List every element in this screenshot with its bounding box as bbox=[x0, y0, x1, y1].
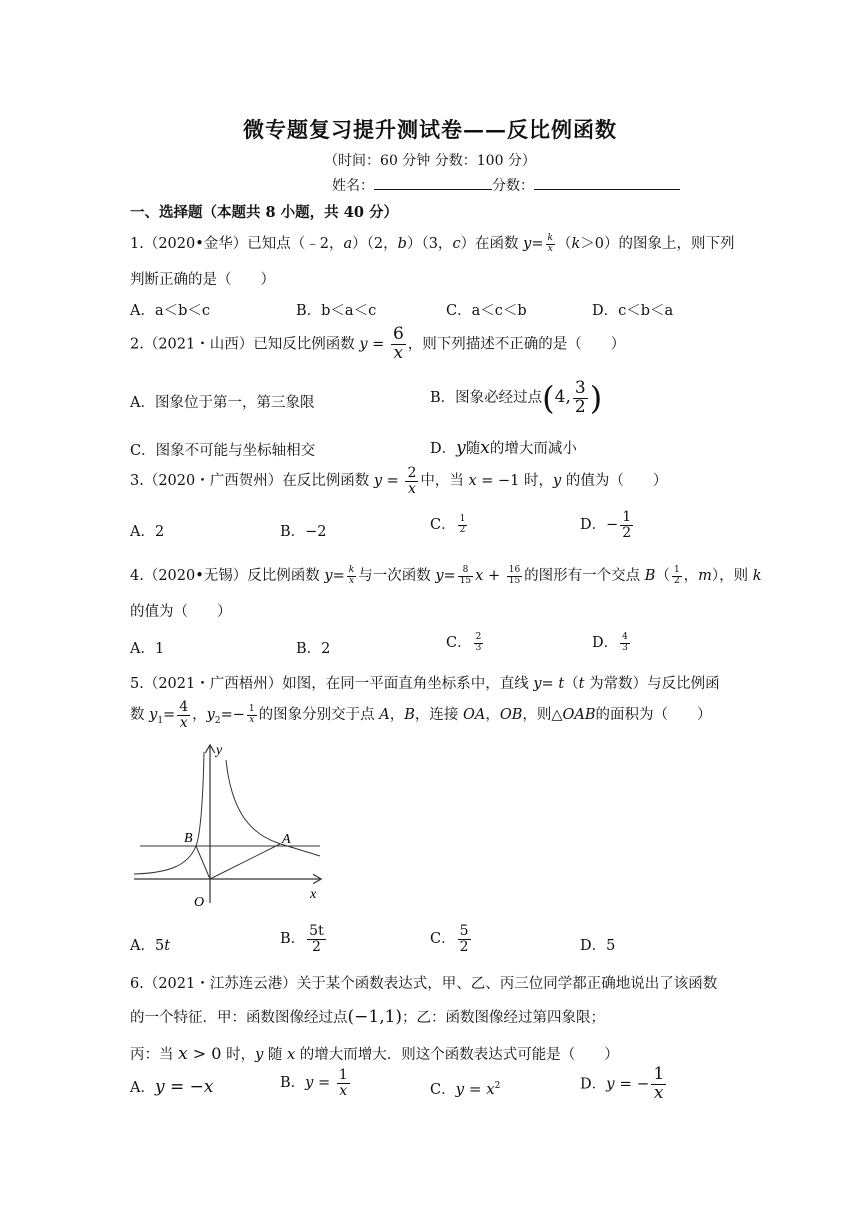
q2-option-a[interactable]: A．图象位于第一，第三象限 bbox=[130, 395, 315, 411]
page-title: 微专题复习提升测试卷——反比例函数 bbox=[243, 117, 617, 142]
q1-option-a[interactable]: A．a＜b＜c bbox=[130, 303, 211, 319]
q6-line1: 6.（2021・江苏连云港）关于某个函数表达式，甲、乙、丙三位同学都正确地说出了该函数 bbox=[130, 976, 718, 992]
fraction-k-over-x: $\frac{k}{x}$ bbox=[547, 233, 553, 254]
hyperbola-right bbox=[226, 760, 320, 856]
q1-line2: 判断正确的是（ ） bbox=[130, 272, 275, 288]
q5-line2: 数 $y_1=$ $\frac{4}{x}$ ，$y_2=-$ $\frac{1}{x}$ 的图象分别交于点 A，B，连接 OA，OB，则△OAB的面积为（ ） bbox=[130, 699, 712, 731]
q4-line2: 的值为（ ） bbox=[130, 604, 232, 620]
q4-option-a[interactable]: A．1 bbox=[130, 641, 165, 657]
q5-function-graph bbox=[128, 738, 328, 908]
q4-option-c[interactable]: C． $\frac{2}{3}$ bbox=[446, 632, 482, 653]
graph-label-A: A bbox=[282, 832, 291, 847]
segment-OA bbox=[210, 844, 280, 879]
q6-option-c[interactable]: C．$y = x^2$ bbox=[430, 1080, 501, 1098]
name-blank[interactable] bbox=[374, 175, 492, 190]
q6-option-b[interactable]: B．y = $\frac{1}{x}$ bbox=[280, 1067, 348, 1099]
q6-option-a[interactable]: A．y = −x bbox=[130, 1077, 214, 1097]
q5-line1: 5.（2021・广西梧州）如图，在同一平面直角坐标系中，直线 y= t（t 为常数）与反比例函 bbox=[130, 676, 720, 692]
q5-option-a[interactable]: A．5t bbox=[130, 938, 171, 954]
q4-line1: 4.（2020•无锡）反比例函数 y= $\frac{k}{x}$ 与一次函数 y= $\frac{8}{15}$ x + $\frac{16}{15}$ 的图形有一个交点 B（ $\frac{1}{2}$ ，m），则 k bbox=[130, 565, 762, 586]
q5-option-d[interactable]: D．5 bbox=[580, 938, 616, 954]
q1-line1: 1.（2020•金华）已知点（﹣2，a）（2，b）（3，c）在函数 y= $\frac{k}{x}$ （k＞0）的图象上，则下列 bbox=[130, 233, 735, 254]
q6-line2: 的一个特征．甲：函数图像经过点(−1,1)；乙：函数图像经过第四象限； bbox=[130, 1007, 606, 1027]
graph-label-B: B bbox=[184, 831, 193, 846]
fraction-6-over-x: $\frac{6}{x}$ bbox=[392, 324, 404, 363]
graph-label-O: O bbox=[194, 895, 205, 908]
graph-label-y: y bbox=[216, 743, 223, 758]
q4-option-d[interactable]: D． $\frac{4}{3}$ bbox=[592, 632, 628, 653]
q1-option-d[interactable]: D．c＜b＜a bbox=[592, 303, 674, 319]
q3-option-d[interactable]: D．− $\frac{1}{2}$ bbox=[580, 509, 632, 541]
q3-line1: 3.（2020・广西贺州）在反比例函数 y = $\frac{2}{x}$ 中，当 x = −1 时，y 的值为（ ） bbox=[130, 465, 668, 497]
q2-option-c[interactable]: C．图象不可能与坐标轴相交 bbox=[130, 443, 316, 459]
q5-option-c[interactable]: C． $\frac{5}{2}$ bbox=[430, 923, 469, 955]
score-label: 分数： bbox=[492, 178, 534, 194]
q1-option-b[interactable]: B．b＜a＜c bbox=[296, 303, 377, 319]
exam-meta: （时间：60 分钟 分数：100 分） bbox=[324, 153, 536, 169]
section-heading: 一、选择题（本题共 8 小题，共 40 分） bbox=[130, 204, 398, 221]
q2-line1: 2.（2021・山西）已知反比例函数 y = $\frac{6}{x}$ ，则下列描述不正确的是（ ） bbox=[130, 324, 626, 363]
q6-option-d[interactable]: D．y = − $\frac{1}{x}$ bbox=[580, 1064, 665, 1103]
q6-line3: 丙：当 x > 0 时，y 随 x 的增大而增大．则这个函数表达式可能是（ ） bbox=[130, 1044, 619, 1064]
graph-label-x: x bbox=[310, 887, 317, 902]
q3-option-a[interactable]: A．2 bbox=[130, 524, 165, 540]
q1-option-c[interactable]: C．a＜c＜b bbox=[446, 303, 527, 319]
q3-option-c[interactable]: C． $\frac{1}{2}$ bbox=[430, 514, 466, 535]
q4-option-b[interactable]: B．2 bbox=[296, 641, 331, 657]
hyperbola-left bbox=[134, 752, 204, 874]
name-score-row bbox=[332, 175, 680, 195]
q2-option-b[interactable]: B．图象必经过点(4, $\frac{3}{2}$ ) bbox=[430, 377, 603, 417]
q3-option-b[interactable]: B．−2 bbox=[280, 524, 327, 540]
name-label: 姓名： bbox=[332, 178, 374, 194]
q2-option-d[interactable]: D．y随x的增大而减小 bbox=[430, 438, 577, 458]
score-blank[interactable] bbox=[534, 175, 680, 190]
segment-OB bbox=[196, 846, 210, 879]
q5-option-b[interactable]: B． $\frac{5t}{2}$ bbox=[280, 923, 324, 955]
